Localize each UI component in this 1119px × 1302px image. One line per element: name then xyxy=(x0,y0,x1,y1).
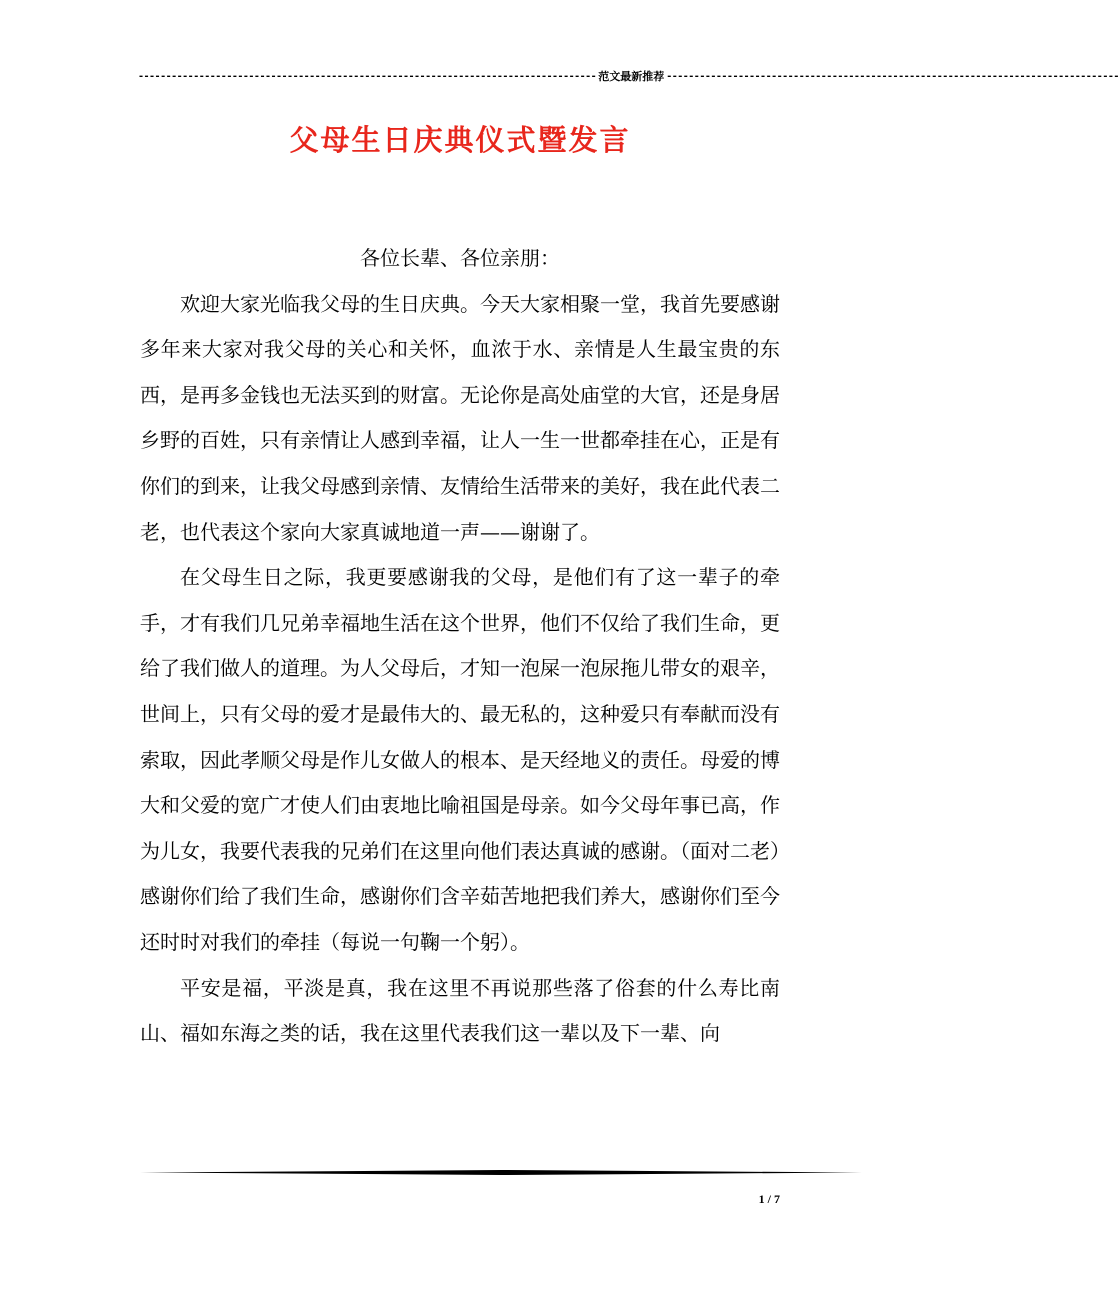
document-body xyxy=(140,236,780,1057)
page-number: 1 / 7 xyxy=(758,1192,780,1206)
greeting: 各位长辈、各位亲朋： xyxy=(360,246,560,270)
paragraph: 平安是福，平淡是真，我在这里不再说那些落了俗套的什么寿比南山、福如东海之类的话，我在这里代表我们这一辈以及下一辈、向 xyxy=(140,975,780,1046)
header-dash-left: ----------------------------------------------------------------------------------- xyxy=(138,70,597,82)
page-header xyxy=(138,66,1119,86)
document-title: 父母生日庆典仪式暨发言 xyxy=(289,123,631,157)
paragraph: 在父母生日之际，我更要感谢我的父母，是他们有了这一辈子的牵手，才有我们几兄弟幸福地生活在这个世界，他们不仅给了我们生命，更给了我们做人的道理。为人父母后，才知一泡屎一泡尿拖儿带女的艰辛，世间上，只有父母的爱才是最伟大的、最无私的，这种爱只有奉献而没有索取，因此孝顺父母是作儿女做人的根本、是天经地义的责任。母爱的博大和父爱的宽广才使人们由衷地比喻祖国是母亲。如今父母年事已高，作为儿女，我要代表我的兄弟们在这里向他们表达真诚的感谢。（面对二老）感谢你们给了我们生命，感谢你们含辛茹苦地把我们养大，感谢你们至今还时时对我们的牵挂（每说一句鞠一个躬）。 xyxy=(140,565,780,954)
footer-rule xyxy=(140,1170,862,1175)
header-label: 范文最新推荐 xyxy=(598,70,665,83)
header-dash-right: ---------------------------------------------------------------------------------- xyxy=(666,70,1119,82)
paragraph: 欢迎大家光临我父母的生日庆典。今天大家相聚一堂，我首先要感谢多年来大家对我父母的关心和关怀，血浓于水、亲情是人生最宝贵的东西，是再多金钱也无法买到的财富。无论你是高处庙堂的大官，还是身居乡野的百姓，只有亲情让人感到幸福，让人一生一世都牵挂在心，正是有你们的到来，让我父母感到亲情、友情给生活带来的美好，我在此代表二老，也代表这个家向大家真诚地道一声——谢谢了。 xyxy=(140,291,780,544)
